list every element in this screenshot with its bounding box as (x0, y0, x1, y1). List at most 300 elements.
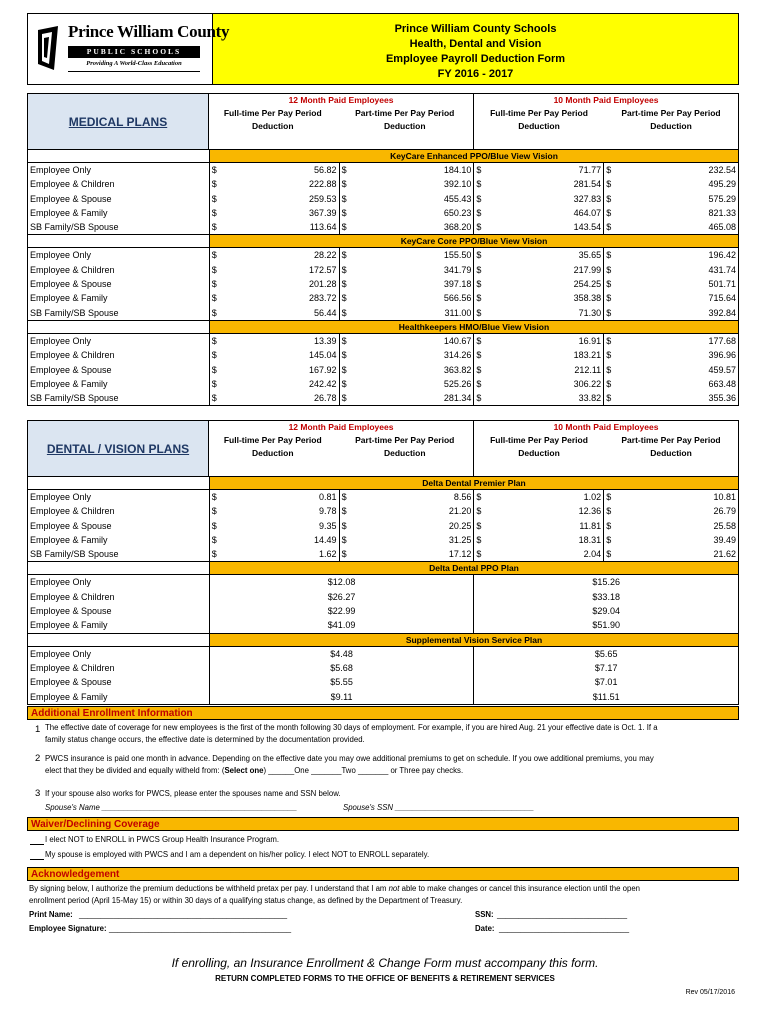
dollar-sign: $ (606, 364, 612, 375)
rate-cell (474, 363, 604, 377)
group-12-title: 12 Month Paid Employees (288, 422, 394, 432)
dollar-sign: $ (341, 534, 347, 545)
rate-cell (604, 504, 738, 518)
rate-cell (210, 490, 340, 504)
dollar-sign: $ (476, 506, 482, 517)
col-ded-label: Deduction (518, 121, 560, 131)
dollar-sign: $ (341, 222, 347, 233)
section-bar-spacer (28, 321, 210, 333)
rate-cell (604, 363, 738, 377)
coverage-level: Employee & Family (28, 206, 210, 220)
coverage-level: Employee Only (28, 334, 210, 348)
rate-value: 172.57 (309, 264, 337, 275)
dollar-sign: $ (606, 307, 612, 318)
col-ded-label: Deduction (650, 121, 692, 131)
rate-value-10-month: $7.17 (594, 662, 618, 673)
rate-cell (210, 248, 340, 262)
rate-cell (474, 348, 604, 362)
group-10-title: 10 Month Paid Employees (553, 422, 659, 432)
table-row (28, 220, 738, 234)
medical-plans-table (27, 93, 739, 406)
dollar-sign: $ (476, 378, 482, 389)
dollar-sign: $ (606, 279, 612, 290)
dollar-sign: $ (606, 350, 612, 361)
rate-value: 145.04 (309, 350, 337, 361)
dental-label-cell (28, 421, 209, 476)
rate-value: 566.56 (443, 293, 472, 304)
rate-cell (604, 177, 738, 191)
rate-cell (210, 220, 340, 234)
rate-value: 1.02 (583, 492, 602, 502)
rate-cell (474, 306, 604, 320)
rate-cell (474, 277, 604, 291)
rate-cell (474, 377, 604, 391)
table-row (28, 192, 738, 206)
coverage-level: Employee & Spouse (28, 363, 210, 377)
col-ded-label: Deduction (251, 448, 294, 458)
rate-cell (340, 504, 475, 518)
rate-value: 56.82 (314, 165, 337, 175)
additional-p1b: family status change occurs, the effective date is determined by the documentation provided. (45, 735, 365, 744)
pwcs-emblem-icon (36, 24, 62, 72)
plan-section-title: Healthkeepers HMO/Blue View Vision (398, 321, 550, 332)
rate-value: 459.57 (708, 364, 736, 375)
dollar-sign: $ (606, 264, 612, 275)
dollar-sign: $ (341, 307, 347, 318)
group-10-month (474, 421, 738, 476)
rate-value: 113.64 (309, 222, 337, 233)
group-12-month (209, 421, 474, 476)
waiver-line-2: My spouse is employed with PWCS and I am a dependent on his/her policy. I elect NOT to ENROLL separately. (45, 850, 430, 859)
col-pt-label: Part-time Per Pay Period (621, 435, 721, 445)
title-line-1: Prince William County Schools (394, 23, 557, 35)
dollar-sign: $ (606, 193, 612, 204)
rate-value: 9.35 (319, 520, 337, 531)
rate-cell (340, 263, 475, 277)
coverage-level: Employee Only (28, 248, 210, 262)
rate-cell (474, 192, 604, 206)
title-line-4: FY 2016 - 2017 (437, 68, 514, 80)
pwcs-logo (28, 14, 230, 84)
title-line-2: Health, Dental and Vision (409, 38, 542, 50)
col-ded-label: Deduction (383, 448, 426, 458)
dollar-sign: $ (476, 279, 482, 290)
waiver-heading: Waiver/Declining Coverage (27, 817, 739, 831)
rate-value: 143.54 (573, 222, 602, 233)
section-bar-spacer (28, 562, 210, 574)
dollar-sign: $ (606, 335, 612, 346)
dollar-sign: $ (211, 207, 217, 218)
dollar-sign: $ (211, 506, 217, 517)
dollar-sign: $ (341, 506, 347, 517)
spouse-name-field[interactable]: Spouse's Name _____________________________________________ (45, 803, 298, 812)
rate-value: 26.78 (314, 393, 337, 404)
dollar-sign: $ (606, 250, 612, 261)
rate-cell (604, 206, 738, 220)
rate-value: 367.39 (309, 207, 337, 218)
coverage-level: Employee & Children (28, 177, 210, 191)
rate-value: 18.31 (578, 534, 602, 545)
coverage-level: SB Family/SB Spouse (28, 306, 210, 320)
dollar-sign: $ (476, 222, 482, 233)
spouse-ssn-field[interactable]: Spouse's SSN ________________________________ (343, 803, 534, 812)
dollar-sign: $ (341, 378, 347, 389)
rate-cell (604, 377, 738, 391)
rate-value-12-month: $12.08 (210, 575, 475, 589)
print-name-field[interactable]: ________________________________________________ (79, 910, 288, 919)
rate-cell (604, 220, 738, 234)
rate-cell (210, 363, 340, 377)
dollar-sign: $ (606, 165, 612, 175)
signature-field[interactable]: __________________________________________ (109, 924, 292, 933)
table-row (28, 690, 738, 704)
dental-vision-plans-table (27, 420, 739, 705)
coverage-level: Employee & Family (28, 690, 210, 704)
rate-cell (340, 248, 475, 262)
rate-cell (604, 291, 738, 305)
coverage-level: Employee & Children (28, 263, 210, 277)
dollar-sign: $ (211, 264, 217, 275)
rate-cell (474, 334, 604, 348)
select-one-label: Select one (224, 766, 264, 775)
col-ded-label: Deduction (251, 121, 294, 131)
rate-cell (474, 220, 604, 234)
rate-value: 26.79 (713, 506, 736, 517)
rate-value: 10.81 (713, 492, 736, 502)
coverage-level: SB Family/SB Spouse (28, 220, 210, 234)
dollar-sign: $ (606, 179, 612, 190)
plan-section-bar (28, 633, 738, 647)
coverage-level: Employee & Family (28, 377, 210, 391)
rate-value-12-month: $41.09 (210, 618, 475, 632)
rate-value: 11.81 (579, 520, 602, 531)
rate-cell (340, 377, 475, 391)
table-row (28, 547, 738, 561)
col-ded-label: Deduction (518, 448, 560, 458)
rate-value: 9.78 (319, 506, 337, 517)
col-pt-label: Part-time Per Pay Period (355, 435, 455, 445)
dollar-sign: $ (476, 250, 482, 261)
rate-cell (210, 533, 340, 547)
rate-value: 167.92 (309, 364, 337, 375)
rate-value: 663.48 (708, 378, 736, 389)
rate-value: 155.50 (443, 250, 472, 261)
rate-value: 464.07 (573, 207, 602, 218)
rate-value: 17.12 (448, 549, 472, 560)
rate-cell (604, 163, 738, 177)
dollar-sign: $ (211, 549, 217, 560)
dollar-sign: $ (211, 293, 217, 304)
dollar-sign: $ (341, 264, 347, 275)
date-label: Date: (475, 924, 495, 933)
waiver-checkline-1[interactable] (30, 844, 44, 845)
dollar-sign: $ (476, 350, 482, 361)
dollar-sign: $ (341, 293, 347, 304)
dental-plans-label: DENTAL / VISION PLANS (46, 441, 190, 456)
dollar-sign: $ (211, 179, 217, 190)
rate-value: 392.84 (708, 307, 736, 318)
rate-value: 184.10 (443, 165, 472, 175)
table-row (28, 177, 738, 191)
dollar-sign: $ (606, 506, 612, 517)
rate-cell (604, 192, 738, 206)
table-row (28, 377, 738, 391)
rate-value: 201.28 (309, 279, 337, 290)
col-ded-label: Deduction (383, 121, 426, 131)
dollar-sign: $ (341, 193, 347, 204)
table-row (28, 661, 738, 675)
rate-cell (340, 391, 475, 405)
logo-underline (68, 71, 200, 72)
rate-cell (210, 348, 340, 362)
enrollment-notice: If enrolling, an Insurance Enrollment & Change Form must accompany this form. (171, 956, 599, 970)
rate-value: 368.20 (443, 222, 472, 233)
rate-cell (210, 377, 340, 391)
ack-text-1-pre: By signing below, I authorize the premium deductions be withheld pretax per pay. I understand that I am (29, 884, 389, 893)
rate-cell (604, 348, 738, 362)
rate-value: 501.71 (708, 279, 736, 290)
group-10-title: 10 Month Paid Employees (553, 95, 659, 105)
plan-section-bar (28, 561, 738, 575)
rate-value-10-month: $51.90 (592, 620, 620, 631)
dollar-sign: $ (341, 335, 347, 346)
rate-value: 281.34 (443, 393, 472, 404)
medical-header (28, 94, 738, 149)
rate-value: 0.81 (319, 492, 337, 502)
table-row (28, 575, 738, 589)
rate-cell (340, 334, 475, 348)
additional-p2b-pre: elect that they be divided and equally witheld from: ( (45, 766, 225, 775)
rate-value: 35.65 (578, 250, 602, 261)
dollar-sign: $ (476, 520, 482, 531)
rate-cell (340, 220, 475, 234)
rate-cell (474, 248, 604, 262)
rate-cell (340, 490, 475, 504)
rate-value: 397.18 (443, 279, 472, 290)
coverage-level: Employee & Family (28, 618, 210, 632)
col-ft-label: Full-time Per Pay Period (223, 435, 322, 445)
rate-value: 232.54 (708, 165, 736, 175)
item-number-3: 3 (35, 788, 41, 799)
table-row (28, 618, 738, 632)
dollar-sign: $ (211, 193, 217, 204)
rate-value: 525.26 (443, 378, 472, 389)
item-number-1: 1 (35, 724, 41, 735)
dollar-sign: $ (211, 393, 217, 404)
coverage-level: Employee & Children (28, 504, 210, 518)
rate-value-10-month: $33.18 (592, 591, 620, 602)
dollar-sign: $ (211, 307, 217, 318)
ssn-label: SSN: (475, 910, 494, 919)
additional-p3: If your spouse also works for PWCS, please enter the spouses name and SSN below. (45, 789, 341, 798)
rate-value: 455.43 (443, 193, 472, 204)
dollar-sign: $ (606, 378, 612, 389)
dollar-sign: $ (341, 364, 347, 375)
rate-value: 56.44 (314, 307, 337, 318)
table-row (28, 306, 738, 320)
dollar-sign: $ (476, 364, 482, 375)
rate-cell (210, 519, 340, 533)
dollar-sign: $ (341, 520, 347, 531)
rate-value: 25.58 (713, 520, 736, 531)
item-number-2: 2 (35, 753, 41, 764)
rate-cell (210, 206, 340, 220)
rate-value: 363.82 (443, 364, 472, 375)
rate-cell (340, 348, 475, 362)
rate-cell (474, 504, 604, 518)
rate-value: 71.77 (578, 165, 602, 175)
rate-value: 196.42 (708, 250, 736, 261)
rate-cell (604, 547, 738, 561)
dollar-sign: $ (476, 179, 482, 190)
rate-cell (474, 206, 604, 220)
table-row (28, 391, 738, 405)
group-10-month (474, 94, 738, 149)
rate-value: 12.36 (578, 506, 602, 517)
rate-cell (474, 533, 604, 547)
rate-cell (340, 306, 475, 320)
coverage-level: Employee & Children (28, 348, 210, 362)
rate-value: 217.99 (573, 264, 602, 275)
rate-value: 21.62 (713, 549, 736, 560)
coverage-level: Employee & Spouse (28, 675, 210, 689)
title-line-3: Employee Payroll Deduction Form (385, 53, 566, 65)
rate-value: 212.11 (574, 364, 602, 375)
plan-section-bar (28, 234, 738, 248)
rate-cell (340, 291, 475, 305)
rate-cell (604, 306, 738, 320)
dollar-sign: $ (341, 492, 347, 502)
rate-cell (604, 277, 738, 291)
table-row (28, 363, 738, 377)
table-row (28, 334, 738, 348)
dollar-sign: $ (606, 393, 612, 404)
waiver-checkline-2[interactable] (30, 859, 44, 860)
table-row (28, 504, 738, 518)
rate-cell (210, 192, 340, 206)
additional-enrollment-heading: Additional Enrollment Information (27, 706, 739, 720)
dollar-sign: $ (476, 165, 482, 175)
dollar-sign: $ (341, 250, 347, 261)
dollar-sign: $ (211, 534, 217, 545)
coverage-level: Employee Only (28, 163, 210, 177)
rate-value: 33.82 (578, 393, 602, 404)
rate-cell (340, 177, 475, 191)
section-bar-spacer (28, 477, 210, 489)
plan-section-bar (28, 149, 738, 163)
section-bar-spacer (28, 634, 210, 646)
rate-value: 396.96 (708, 350, 736, 361)
coverage-level: Employee & Children (28, 590, 210, 604)
rate-cell (210, 291, 340, 305)
additional-p1a: The effective date of coverage for new employees is the first of the month following 30 days of employment. For example, if you are hired Aug. 21 your effective date is Oct. 1. If a (45, 723, 658, 732)
coverage-level: Employee Only (28, 490, 210, 504)
rate-cell (210, 306, 340, 320)
dollar-sign: $ (211, 250, 217, 261)
dollar-sign: $ (606, 549, 612, 560)
ack-text-1 (29, 883, 640, 896)
rate-cell (340, 519, 475, 533)
rate-value: 327.83 (573, 193, 602, 204)
dollar-sign: $ (211, 492, 217, 502)
col-ft-label: Full-time Per Pay Period (223, 108, 322, 118)
coverage-level: Employee & Spouse (28, 277, 210, 291)
dollar-sign: $ (211, 350, 217, 361)
rate-value: 314.26 (443, 350, 472, 361)
rate-value: 39.49 (713, 534, 736, 545)
plan-section-title: KeyCare Enhanced PPO/Blue View Vision (390, 151, 558, 161)
rate-cell (210, 547, 340, 561)
coverage-level: Employee & Spouse (28, 192, 210, 206)
revision-date: Rev 05/17/2016 (685, 989, 735, 996)
dollar-sign: $ (476, 549, 482, 560)
table-row (28, 163, 738, 177)
table-row (28, 533, 738, 547)
rate-value: 2.04 (583, 549, 602, 560)
coverage-level: Employee & Spouse (28, 519, 210, 533)
rate-value-12-month: $5.68 (210, 661, 475, 675)
dollar-sign: $ (211, 364, 217, 375)
dollar-sign: $ (341, 279, 347, 290)
rate-value: 281.54 (573, 179, 602, 190)
dollar-sign: $ (211, 279, 217, 290)
rate-cell (474, 490, 604, 504)
table-row (28, 675, 738, 689)
ssn-field[interactable]: ______________________________ (497, 910, 628, 919)
rate-value: 8.56 (453, 492, 472, 502)
rate-value: 465.08 (708, 222, 736, 233)
plan-section-bar (28, 476, 738, 490)
dollar-sign: $ (211, 222, 217, 233)
plan-section-title: Supplemental Vision Service Plan (405, 634, 543, 645)
rate-cell (210, 263, 340, 277)
rate-value: 177.68 (708, 335, 736, 346)
dollar-sign: $ (476, 393, 482, 404)
rate-value: 821.33 (708, 207, 736, 218)
dollar-sign: $ (341, 393, 347, 404)
col-pt-label: Part-time Per Pay Period (621, 108, 721, 118)
additional-p2b-post: ) ______One _______Two _______ or Three pay checks. (263, 766, 464, 775)
rate-value: 20.25 (448, 520, 472, 531)
rate-value: 259.53 (309, 193, 337, 204)
ack-text-2: enrollment period (April 15-May 15) or within 30 days of a qualifying status change, as defined by the Department of Treasury. (29, 896, 463, 905)
date-field[interactable]: ______________________________ (499, 924, 630, 933)
section-bar-spacer (28, 150, 210, 162)
table-row (28, 348, 738, 362)
rate-value: 71.30 (578, 307, 602, 318)
dollar-sign: $ (341, 350, 347, 361)
coverage-level: Employee & Family (28, 533, 210, 547)
table-row (28, 248, 738, 262)
rate-cell (340, 192, 475, 206)
rate-value: 140.67 (443, 335, 472, 346)
rate-value-12-month: $22.99 (210, 604, 475, 618)
table-row (28, 277, 738, 291)
rate-value: 21.20 (448, 506, 472, 517)
rate-cell (474, 291, 604, 305)
coverage-level: SB Family/SB Spouse (28, 547, 210, 561)
dental-header (28, 421, 738, 476)
section-bar-spacer (28, 235, 210, 247)
dollar-sign: $ (476, 307, 482, 318)
additional-p2b (45, 765, 463, 778)
coverage-level: Employee Only (28, 647, 210, 661)
rate-value: 495.29 (708, 179, 736, 190)
table-row (28, 519, 738, 533)
rate-cell (604, 263, 738, 277)
rate-value: 14.49 (314, 534, 337, 545)
rate-cell (210, 177, 340, 191)
